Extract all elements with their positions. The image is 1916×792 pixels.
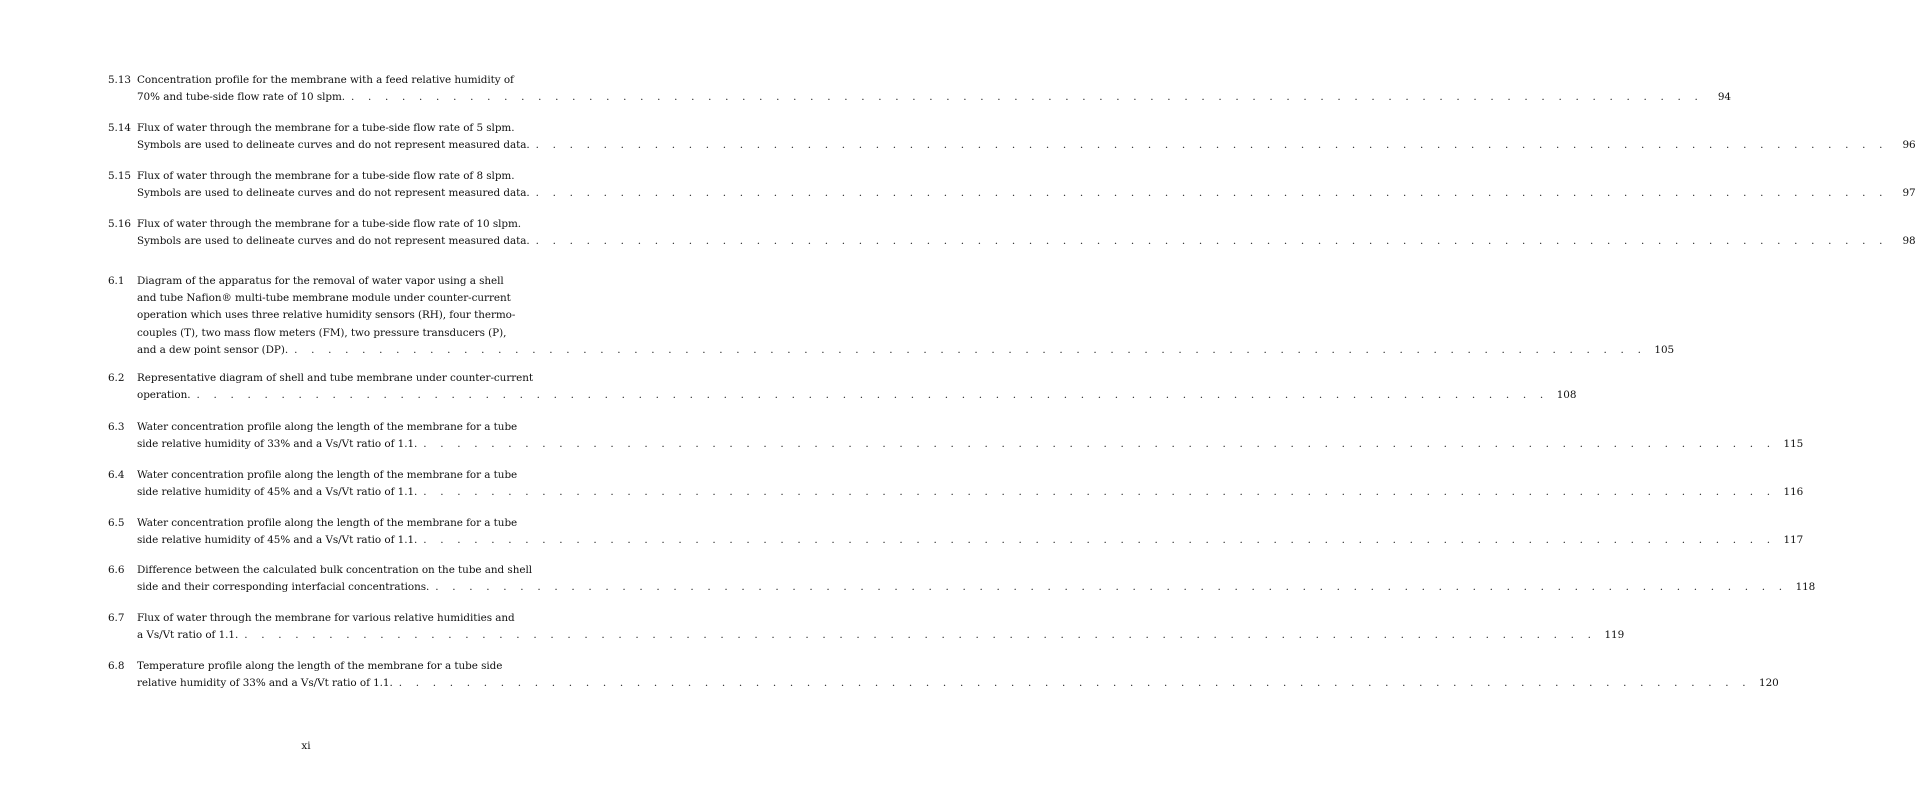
page-folio: xi <box>301 740 311 752</box>
figure-number: 5.15 <box>108 170 131 182</box>
figure-entry-6-3[interactable] <box>108 419 1804 453</box>
caption-line: couples (T), two mass flow meters (FM), two pressure transducers (P), <box>137 326 507 339</box>
figure-entry-5-13[interactable] <box>108 72 1731 106</box>
page-number: 108 <box>1556 389 1577 402</box>
dot-leader: . . . . . . . . . . . . . . . . . . . . . . . . . . . . . . . . . . . . . . . . . . . . . . . . . . . . . . . . . . . . . . . . . . . . . . . . . . . . . . . . <box>535 235 1888 248</box>
caption-line: Temperature profile along the length of the membrane for a tube side <box>137 660 503 672</box>
dot-leader: . . . . . . . . . . . . . . . . . . . . . . . . . . . . . . . . . . . . . . . . . . . . . . . . . . . . . . . . . . . . . . . . . . . . . . . . . . . . . . . . <box>535 187 1888 200</box>
figure-number: 6.2 <box>108 372 125 384</box>
page-number: 96 <box>1902 139 1916 152</box>
figure-number: 6.6 <box>108 564 125 576</box>
caption-line: 70% and tube-side flow rate of 10 slpm. <box>137 91 346 104</box>
page-number: 98 <box>1902 235 1916 248</box>
figure-number: 5.16 <box>108 218 131 230</box>
caption-line: Representative diagram of shell and tube membrane under counter-current <box>137 372 534 384</box>
dot-leader: . . . . . . . . . . . . . . . . . . . . . . . . . . . . . . . . . . . . . . . . . . . . . . . . . . . . . . . . . . . . . . . . . . . . . . . . . . . . . . . . <box>423 486 1776 499</box>
caption-line: side relative humidity of 45% and a Vs/Vt ratio of 1.1. <box>137 486 418 499</box>
figure-number: 6.5 <box>108 517 125 529</box>
figure-entry-6-2[interactable] <box>108 370 1577 404</box>
page-number: 117 <box>1783 534 1804 547</box>
dot-leader: . . . . . . . . . . . . . . . . . . . . . . . . . . . . . . . . . . . . . . . . . . . . . . . . . . . . . . . . . . . . . . . . . . . . . . . . . . . . . . . . <box>244 629 1597 642</box>
figure-number: 5.13 <box>108 74 131 86</box>
caption-line: side relative humidity of 45% and a Vs/Vt ratio of 1.1. <box>137 534 418 547</box>
caption-line: a Vs/Vt ratio of 1.1. <box>137 629 239 642</box>
page-number: 119 <box>1604 629 1625 642</box>
dot-leader: . . . . . . . . . . . . . . . . . . . . . . . . . . . . . . . . . . . . . . . . . . . . . . . . . . . . . . . . . . . . . . . . . . . . . . . . . . . . . . . . <box>435 581 1788 594</box>
caption-line: and a dew point sensor (DP). <box>137 343 289 356</box>
caption-line: Flux of water through the membrane for a tube-side flow rate of 8 slpm. <box>137 170 515 182</box>
page-number: 116 <box>1783 486 1804 499</box>
dot-leader: . . . . . . . . . . . . . . . . . . . . . . . . . . . . . . . . . . . . . . . . . . . . . . . . . . . . . . . . . . . . . . . . . . . . . . . . . . . . . . . . <box>398 677 1751 690</box>
figure-entry-6-5[interactable] <box>108 515 1804 549</box>
dot-leader: . . . . . . . . . . . . . . . . . . . . . . . . . . . . . . . . . . . . . . . . . . . . . . . . . . . . . . . . . . . . . . . . . . . . . . . . . . . . . . . . <box>196 389 1549 402</box>
figure-number: 6.8 <box>108 660 125 672</box>
dot-leader: . . . . . . . . . . . . . . . . . . . . . . . . . . . . . . . . . . . . . . . . . . . . . . . . . . . . . . . . . . . . . . . . . . . . . . . . . . . . . . . . <box>535 139 1888 152</box>
caption-line: relative humidity of 33% and a Vs/Vt ratio of 1.1. <box>137 677 393 690</box>
page-number: 97 <box>1902 187 1916 200</box>
caption-line: side and their corresponding interfacial concentrations. <box>137 581 430 594</box>
dot-leader: . . . . . . . . . . . . . . . . . . . . . . . . . . . . . . . . . . . . . . . . . . . . . . . . . . . . . . . . . . . . . . . . . . . . . . . . . . . . . . . . <box>423 438 1776 451</box>
figure-entry-6-8[interactable] <box>108 658 1779 692</box>
caption-line: operation which uses three relative humidity sensors (RH), four thermo- <box>137 309 516 322</box>
dot-leader: . . . . . . . . . . . . . . . . . . . . . . . . . . . . . . . . . . . . . . . . . . . . . . . . . . . . . . . . . . . . . . . . . . . . . . . . . . . . . . . . <box>294 343 1647 356</box>
figure-number: 6.3 <box>108 421 125 433</box>
figure-entry-5-15[interactable] <box>108 168 1916 202</box>
page-number: 120 <box>1759 677 1779 690</box>
figure-entry-6-1[interactable] <box>108 273 1675 359</box>
caption-line: Diagram of the apparatus for the removal of water vapor using a shell <box>137 275 504 287</box>
figure-number: 5.14 <box>108 122 131 134</box>
caption-line: operation. <box>137 389 191 402</box>
page-number: 105 <box>1654 343 1675 356</box>
dot-leader: . . . . . . . . . . . . . . . . . . . . . . . . . . . . . . . . . . . . . . . . . . . . . . . . . . . . . . . . . . . . . . . . . . . . . . . . . . . . . . . . <box>423 534 1776 547</box>
figure-entry-5-16[interactable] <box>108 216 1916 250</box>
figure-number: 6.7 <box>108 612 125 624</box>
caption-line: side relative humidity of 33% and a Vs/Vt ratio of 1.1. <box>137 438 418 451</box>
caption-line: Flux of water through the membrane for a tube-side flow rate of 5 slpm. <box>137 122 515 134</box>
page-number: 115 <box>1783 438 1804 451</box>
figure-number: 6.4 <box>108 469 125 481</box>
figure-entry-6-7[interactable] <box>108 610 1625 644</box>
caption-line: Symbols are used to delineate curves and do not represent measured data. <box>137 139 530 152</box>
page-number: 94 <box>1717 91 1731 104</box>
caption-line: Water concentration profile along the length of the membrane for a tube <box>137 517 518 529</box>
figure-entry-6-4[interactable] <box>108 467 1804 501</box>
caption-line: Flux of water through the membrane for a tube-side flow rate of 10 slpm. <box>137 218 522 230</box>
caption-line: Flux of water through the membrane for various relative humidities and <box>137 612 515 624</box>
dot-leader: . . . . . . . . . . . . . . . . . . . . . . . . . . . . . . . . . . . . . . . . . . . . . . . . . . . . . . . . . . . . . . . . . . . . . . . . . . . . . . . . <box>351 91 1703 104</box>
caption-line: Water concentration profile along the length of the membrane for a tube <box>137 469 518 481</box>
caption-line: Concentration profile for the membrane with a feed relative humidity of <box>137 74 514 86</box>
caption-line: Symbols are used to delineate curves and do not represent measured data. <box>137 235 530 248</box>
caption-line: Difference between the calculated bulk concentration on the tube and shell <box>137 564 532 576</box>
figure-entry-5-14[interactable] <box>108 120 1916 154</box>
caption-line: and tube Nafion® multi-tube membrane module under counter-current <box>137 292 511 305</box>
figure-entry-6-6[interactable] <box>108 562 1816 596</box>
page-number: 118 <box>1795 581 1816 594</box>
caption-line: Water concentration profile along the length of the membrane for a tube <box>137 421 518 433</box>
figure-number: 6.1 <box>108 275 125 287</box>
caption-line: Symbols are used to delineate curves and do not represent measured data. <box>137 187 530 200</box>
